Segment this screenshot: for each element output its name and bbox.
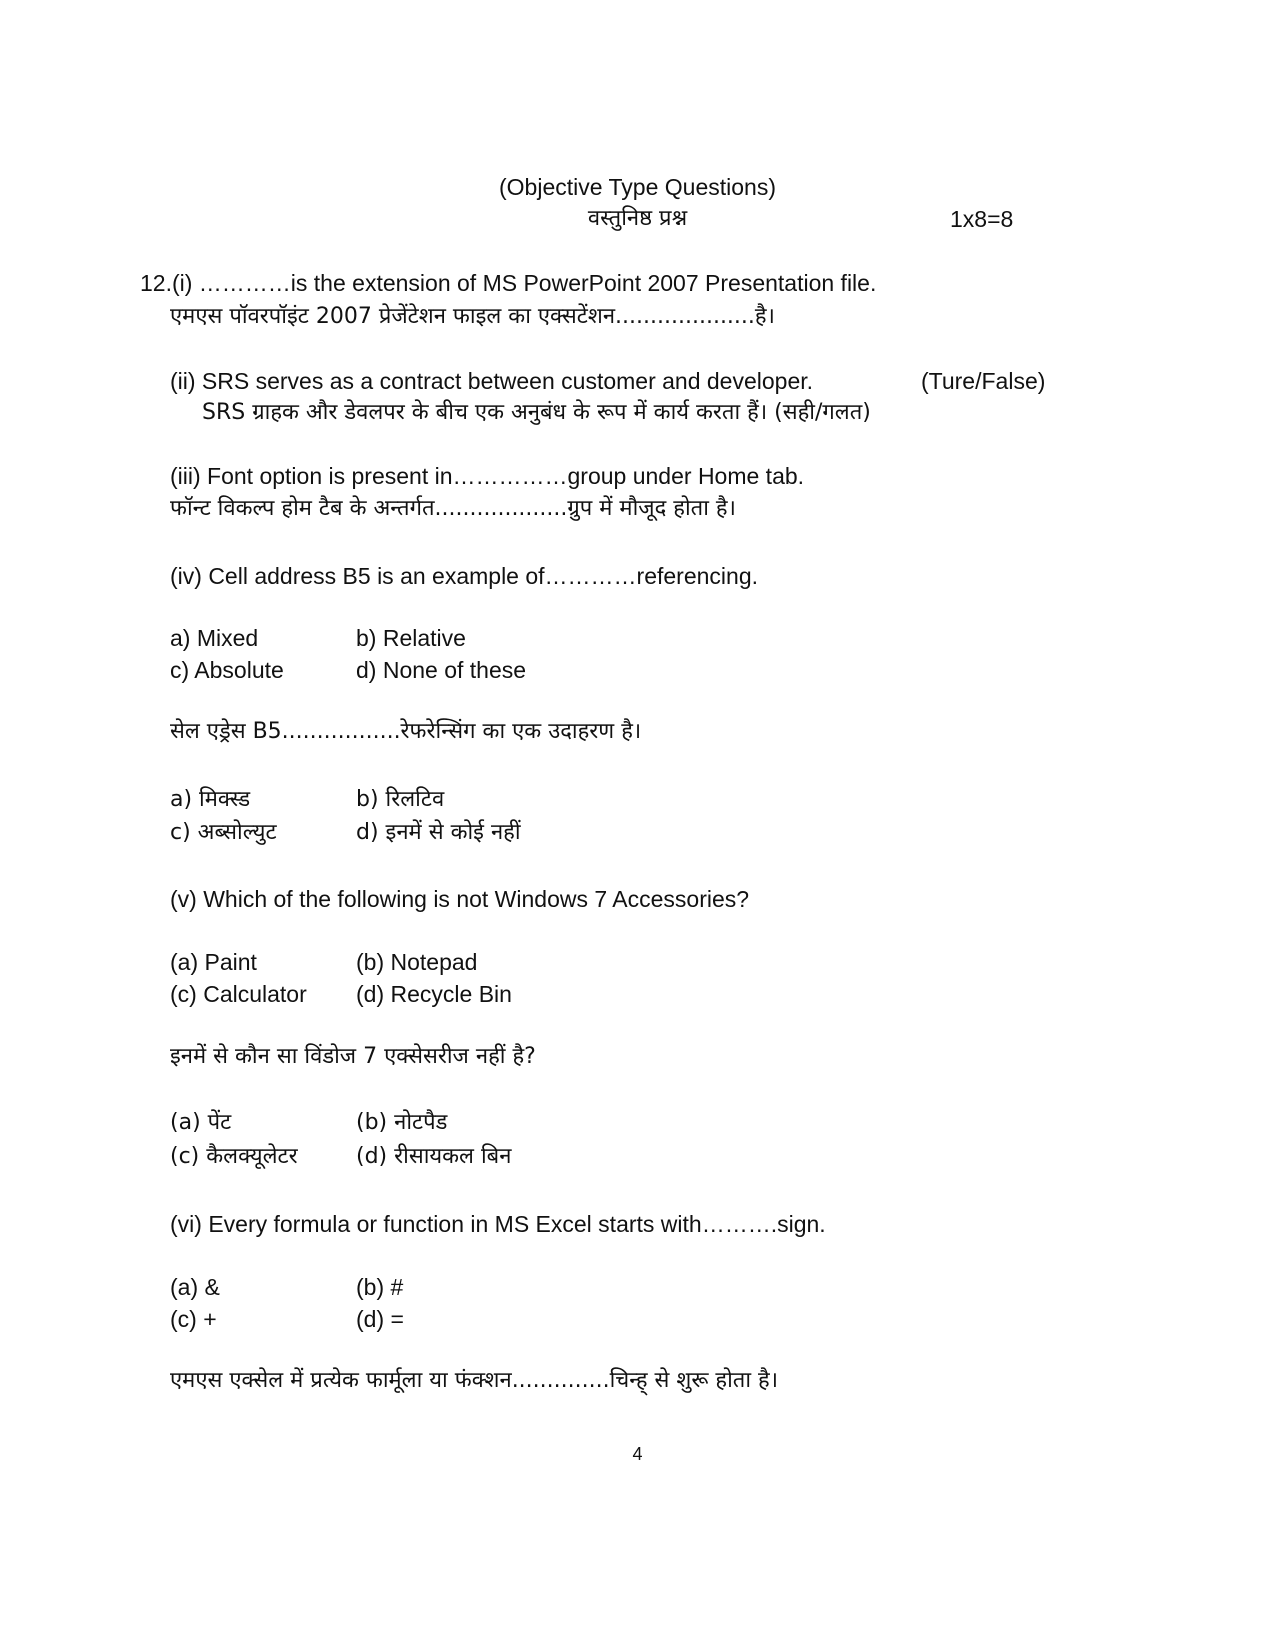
question-5-option-c: (c) Calculator: [170, 981, 307, 1007]
question-6-option-b: (b) #: [356, 1274, 404, 1300]
question-1-hindi: एमएस पॉवरपॉइंट 2007 प्रेजेंटेशन फाइल का एक्सटेंशन....................है।: [170, 304, 775, 329]
question-3-hindi: फॉन्ट विकल्प होम टैब के अन्तर्गत...................ग्रुप में मौजूद होता है।: [170, 496, 736, 521]
question-6-option-a: (a) &: [170, 1274, 220, 1300]
question-3-english: (iii) Font option is present in……………group under Home tab.: [170, 463, 805, 489]
question-4-english: (iv) Cell address B5 is an example of…………referencing.: [170, 563, 759, 589]
marks-allocation: 1x8=8: [950, 206, 1014, 232]
question-4-hindi-option-b: b) रिलटिव: [356, 787, 445, 812]
question-5-hindi-option-d: (d) रीसायकल बिन: [356, 1144, 512, 1169]
question-4-hindi: सेल एड्रेस B5.................रेफरेन्सिंग का एक उदाहरण है।: [170, 719, 642, 744]
question-5-english: (v) Which of the following is not Windows 7 Accessories?: [170, 886, 750, 912]
question-4-option-c: c) Absolute: [170, 657, 284, 683]
question-6-hindi: एमएस एक्सेल में प्रत्येक फार्मूला या फंक्शन..............चिन्ह् से शुरू होता है।: [170, 1368, 779, 1393]
question-6-english: (vi) Every formula or function in MS Excel starts with……….sign.: [170, 1211, 826, 1237]
question-5-hindi-option-a: (a) पेंट: [170, 1110, 232, 1135]
question-5-hindi: इनमें से कौन सा विंडोज 7 एक्सेसरीज नहीं है?: [170, 1044, 536, 1069]
question-2-hindi: SRS ग्राहक और डेवलपर के बीच एक अनुबंध के रूप में कार्य करता हैं। (सही/गलत): [202, 400, 871, 425]
question-4-hindi-option-a: a) मिक्स्ड: [170, 787, 251, 812]
question-6-option-c: (c) +: [170, 1306, 217, 1332]
page-number: 4: [632, 1444, 643, 1464]
question-6-option-d: (d) =: [356, 1306, 404, 1332]
question-5-hindi-option-c: (c) कैलक्यूलेटर: [170, 1144, 298, 1169]
question-4-option-d: d) None of these: [356, 657, 527, 683]
question-4-option-a: a) Mixed: [170, 625, 259, 651]
question-5-hindi-option-b: (b) नोटपैड: [356, 1110, 448, 1135]
question-5-option-d: (d) Recycle Bin: [356, 981, 512, 1007]
question-4-hindi-option-c: c) अब्सोल्युट: [170, 820, 277, 845]
section-title-hindi: वस्तुनिष्ठ प्रश्न: [587, 206, 688, 231]
question-4-option-b: b) Relative: [356, 625, 466, 651]
question-5-option-b: (b) Notepad: [356, 949, 478, 975]
question-2-true-false-tag: (Ture/False): [921, 368, 1046, 394]
question-1-english: 12.(i) …………is the extension of MS PowerPoint 2007 Presentation file.: [140, 270, 877, 296]
question-2-english: (ii) SRS serves as a contract between customer and developer.: [170, 368, 814, 394]
section-title-english: (Objective Type Questions): [499, 174, 776, 200]
question-5-option-a: (a) Paint: [170, 949, 257, 975]
question-4-hindi-option-d: d) इनमें से कोई नहीं: [356, 820, 521, 845]
